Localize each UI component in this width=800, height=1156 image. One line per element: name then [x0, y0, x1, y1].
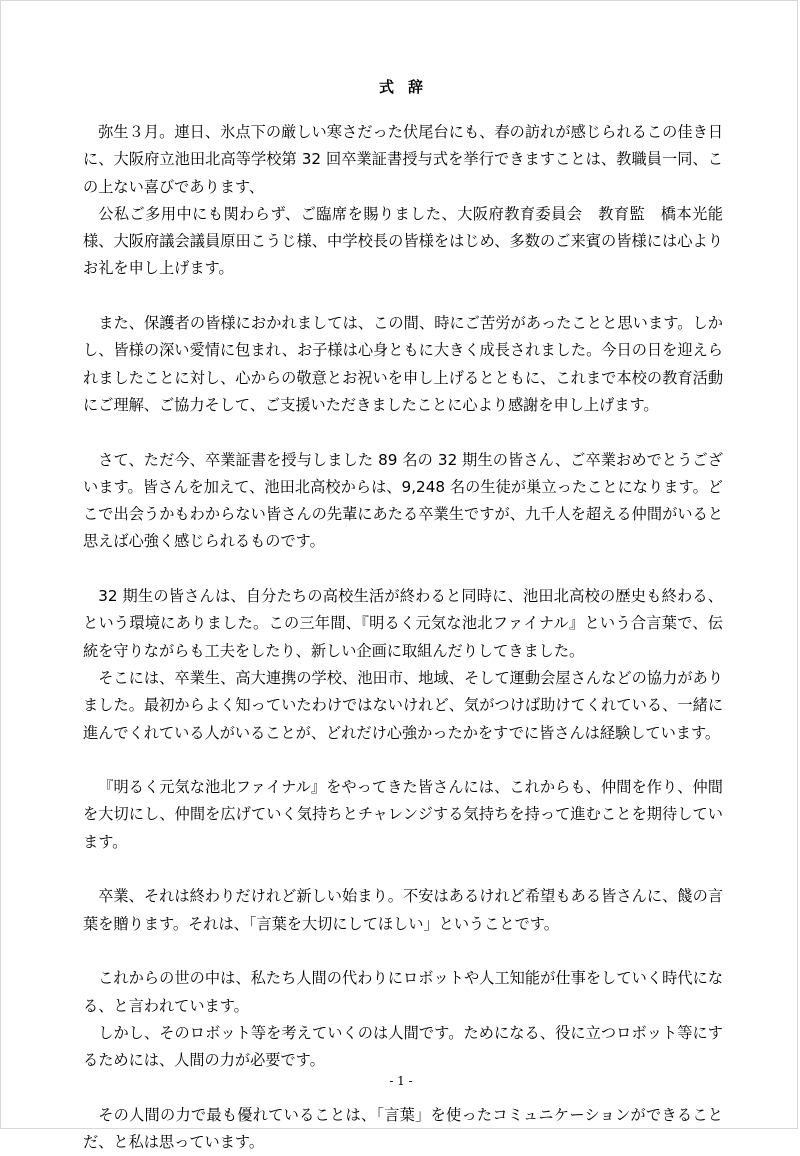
paragraph-congratulations: さて、ただ今、卒業証書を授与しました 89 名の 32 期生の皆さん、ご卒業おめでとうございます。皆さんを加えて、池田北高校からは、9,248 名の生徒が巣立ったことになります。どこで出会うかもわからない皆さんの先輩にあたる卒業生ですが、九千人を超える仲間がいると思えば心強く感じられるものです。 — [83, 450, 723, 551]
document-title: 式辞 — [378, 78, 437, 96]
paragraph-guests-thanks: 公私ご多用中にも関わらず、ご臨席を賜りました、大阪府教育委員会 教育監 橋本光能様、大阪府議会議員原田こうじ様、中学校長の皆様をはじめ、多数のご来賓の皆様には心よりお礼を申し上げます。 — [83, 204, 723, 278]
paragraph-cooperation: そこには、卒業生、高大連携の学校、池田市、地域、そして運動会屋さんなどの協力がありました。最初からよく知っていたわけではないけれど、気がつけば助けてくれている、一緒に進んでくれている人がいることが、どれだけ心強かったかをすでに皆さんは経験しています。 — [83, 668, 723, 742]
paragraph-opening: 弥生３月。連日、氷点下の厳しい寒さだった伏尾台にも、春の訪れが感じられるこの佳き日に、大阪府立池田北高等学校第 32 回卒業証書授与式を挙行できますことは、教職員一同、この上ない喜びであります、 — [83, 123, 723, 196]
paragraph-communication: その人間の力で最も優れていることは、「言葉」を使ったコミュニケーションができることだ、と私は思っています。 — [83, 1105, 723, 1151]
paragraph-future-ai: これからの世の中は、私たち人間の代わりにロボットや人工知能が仕事をしていく時代になる、と言われています。 — [83, 969, 723, 1015]
paragraph-human-power: しかし、そのロボット等を考えていくのは人間です。ためになる、役に立つロボット等にするためには、人間の力が必要です。 — [83, 1023, 723, 1070]
page-number: - 1 - — [389, 1074, 413, 1088]
paragraph-class-history: 32 期生の皆さんは、自分たちの高校生活が終わると同時に、池田北高校の歴史も終わる、という環境にありました。この三年間、『明るく元気な池北ファイナル』という合言葉で、伝統を守りながらも工夫をしたり、新しい企画に取組んだりしてきました。 — [83, 587, 723, 660]
paragraph-parents: また、保護者の皆様におかれましては、この間、時にご苦労があったことと思います。しかし、皆様の深い愛情に包まれ、お子様は心身ともに大きく成長されました。今日の日を迎えられましたことに対し、心からの敬意とお祝いを申し上げるとともに、これまで本校の教育活動にご理解、ご協力そして、ご支援いただきましたことに心より感謝を申し上げます。 — [83, 314, 723, 414]
document-body — [83, 119, 723, 1156]
paragraph-farewell-words: 卒業、それは終わりだけれど新しい始まり。不安はあるけれど希望もある皆さんに、餞の言葉を贈ります。それは、「言葉を大切にしてほしい」ということです。 — [83, 887, 723, 933]
paragraph-expectation: 『明るく元気な池北ファイナル』をやってきた皆さんには、これからも、仲間を作り、仲間を大切にし、仲間を広げていく気持ちとチャレンジする気持ちを持って進むことを期待しています。 — [83, 778, 723, 851]
